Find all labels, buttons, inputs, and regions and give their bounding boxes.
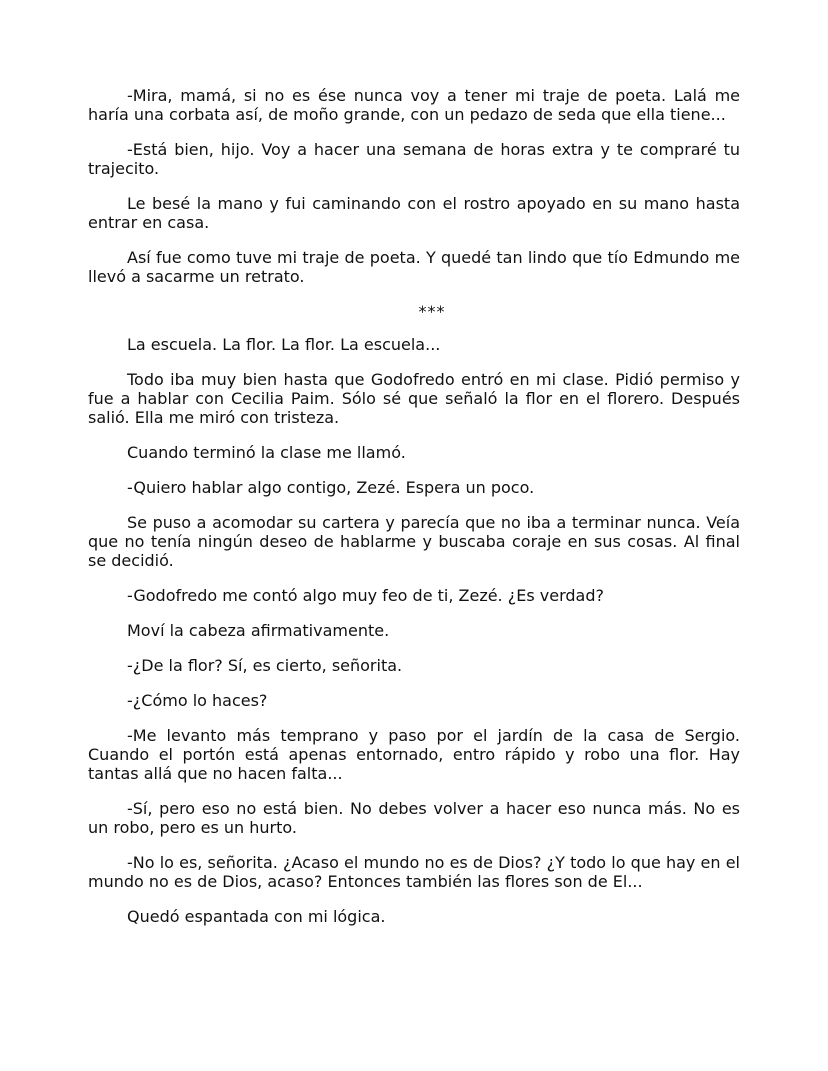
paragraph: -No lo es, señorita. ¿Acaso el mundo no es de Dios? ¿Y todo lo que hay en el mundo no es de Dios, acaso? Entonces también las flores son de El... xyxy=(88,853,740,891)
paragraph: -¿De la flor? Sí, es cierto, señorita. xyxy=(127,656,403,675)
paragraph: Se puso a acomodar su cartera y parecía que no iba a terminar nunca. Veía que no tenía ningún deseo de hablarme y buscaba coraje en sus cosas. Al final se decidió. xyxy=(88,513,740,570)
paragraph: -Está bien, hijo. Voy a hacer una semana de horas extra y te compraré tu trajecito. xyxy=(88,140,740,178)
section-separator: *** xyxy=(418,302,446,321)
paragraph: -Quiero hablar algo contigo, Zezé. Espera un poco. xyxy=(127,478,535,497)
paragraph: -Godofredo me contó algo muy feo de ti, Zezé. ¿Es verdad? xyxy=(127,586,604,605)
paragraph: -Mira, mamá, si no es ése nunca voy a tener mi traje de poeta. Lalá me haría una corbata así, de moño grande, con un pedazo de seda que ella tiene... xyxy=(88,86,740,124)
document-page xyxy=(88,86,740,942)
paragraph: -Me levanto más temprano y paso por el jardín de la casa de Sergio. Cuando el portón está apenas entornado, entro rápido y robo una flor. Hay tantas allá que no hacen falta... xyxy=(88,726,740,783)
paragraph: La escuela. La flor. La flor. La escuela... xyxy=(127,335,441,354)
paragraph: -¿Cómo lo haces? xyxy=(127,691,268,710)
paragraph: Moví la cabeza afirmativamente. xyxy=(127,621,390,640)
paragraph: Quedó espantada con mi lógica. xyxy=(127,907,386,926)
paragraph: Cuando terminó la clase me llamó. xyxy=(127,443,406,462)
paragraph: Todo iba muy bien hasta que Godofredo entró en mi clase. Pidió permiso y fue a hablar con Cecilia Paim. Sólo sé que señaló la flor en el florero. Después salió. Ella me miró con tristeza. xyxy=(88,370,740,427)
paragraph: Así fue como tuve mi traje de poeta. Y quedé tan lindo que tío Edmundo me llevó a sacarme un retrato. xyxy=(88,248,740,286)
paragraph: -Sí, pero eso no está bien. No debes volver a hacer eso nunca más. No es un robo, pero es un hurto. xyxy=(88,799,740,837)
paragraph: Le besé la mano y fui caminando con el rostro apoyado en su mano hasta entrar en casa. xyxy=(88,194,740,232)
